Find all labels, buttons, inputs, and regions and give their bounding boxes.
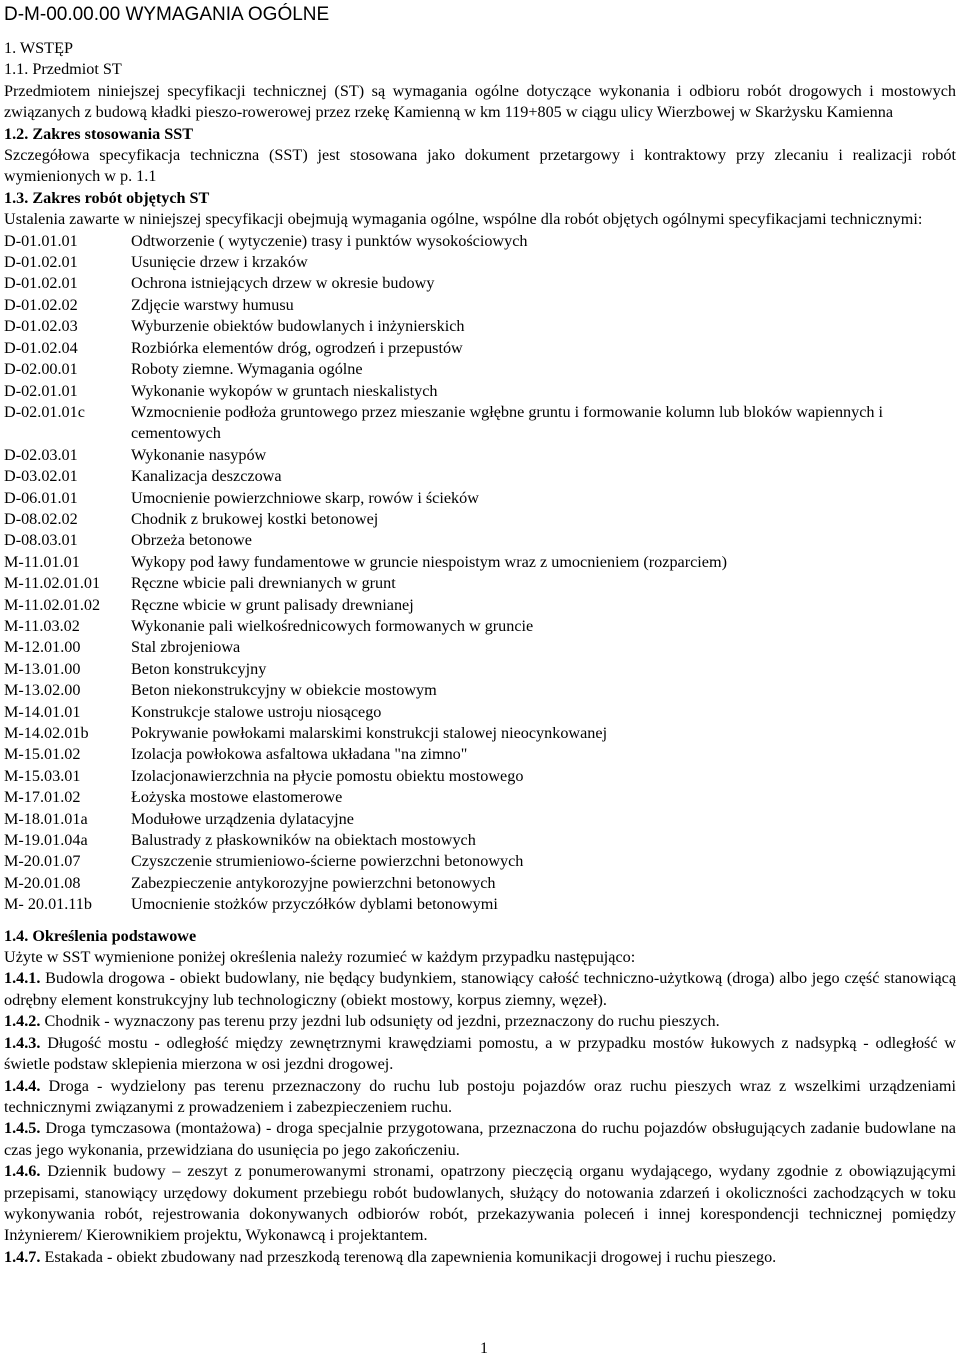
spec-description: Wykonanie pali wielkośrednicowych formowanych w gruncie	[131, 616, 534, 635]
spec-description: Roboty ziemne. Wymagania ogólne	[131, 360, 363, 379]
section-1-4-heading: 1.4. Określenia podstawowe	[4, 926, 197, 945]
definition-number: 1.4.2.	[4, 1012, 41, 1031]
spec-description: Chodnik z brukowej kostki betonowej	[131, 509, 379, 528]
spec-list-item	[4, 680, 956, 701]
spec-code: M-11.02.01.02	[4, 595, 101, 614]
section-1-4-intro: Użyte w SST wymienione poniżej określenia należy rozumieć w każdym przypadku następująco:	[4, 948, 636, 967]
section-1-2-text: Szczegółowa specyfikacja techniczna (SST) jest stosowana jako dokument przetargowy i kontraktowy przy zlecaniu i realizacji robót wymienionych w p. 1.1	[4, 146, 956, 186]
spec-code: M-12.01.00	[4, 638, 81, 657]
spec-list-item	[4, 552, 956, 573]
spec-description: Pokrywanie powłokami malarskimi konstrukcji stalowej nieocynkowanej	[131, 724, 608, 742]
spec-list-item	[4, 809, 956, 830]
section-1-3-heading: 1.3. Zakres robót objętych ST	[4, 188, 210, 207]
spec-description: Wyburzenie obiektów budowlanych i inżynierskich	[131, 317, 465, 336]
spec-description: Beton konstrukcyjny	[131, 659, 267, 678]
section-1-heading: 1. WSTĘP	[4, 39, 73, 57]
definition	[4, 1076, 956, 1119]
spec-description: Zabezpieczenie antykorozyjne powierzchni betonowych	[131, 873, 496, 892]
spec-list-item	[4, 381, 956, 402]
spec-code: M-11.03.02	[4, 616, 80, 635]
spec-description: Stal zbrojeniowa	[131, 638, 241, 657]
definition	[4, 1161, 956, 1247]
spec-code: M-18.01.01a	[4, 809, 88, 828]
spec-list-item	[4, 873, 956, 894]
page-number: 1	[480, 1340, 488, 1357]
section-1-2-heading: 1.2. Zakres stosowania SST	[4, 124, 194, 143]
spec-code: D-02.00.01	[4, 360, 78, 379]
definition	[4, 1118, 956, 1161]
definition-text: Dziennik budowy – zeszyt z ponumerowanymi stronami, opatrzony pieczęcią organu wydającego, wydany zgodnie z obowiązującymi przepisami, stanowiący urzędowy dokument przebiegu robót budowlanych, służący do notowania zdarzeń i okoliczności zachodzących w toku wykonywania robót, rejestrowania dokonywanych odbiorów robót, przekazywania poleceń i innej korespondencji technicznej pomiędzy Inżynierem/ Kierownikiem projektu, Wykonawcą i projektantem.	[4, 1162, 956, 1245]
spec-list-item	[4, 488, 956, 509]
spec-code: M-13.02.00	[4, 681, 81, 700]
spec-list-item	[4, 402, 956, 445]
definition	[4, 968, 956, 1011]
spec-description: Ochrona istniejących drzew w okresie budowy	[131, 274, 435, 293]
spec-list-item	[4, 637, 956, 658]
section-1-3-text: Ustalenia zawarte w niniejszej specyfikacji obejmują wymagania ogólne, wspólne dla robót objętych ogólnymi specyfikacjami technicznymi:	[4, 210, 923, 229]
spec-code: M-11.02.01.01	[4, 574, 101, 593]
spec-code: D-08.02.02	[4, 509, 78, 528]
spec-list-item	[4, 787, 956, 808]
spec-description: Ręczne wbicie w grunt palisady drewnianej	[131, 595, 414, 614]
spec-code: D-01.02.02	[4, 295, 78, 314]
definition-text: Chodnik - wyznaczony pas terenu przy jezdni lub odsunięty od jezdni, przeznaczony do ruchu pieszych.	[44, 1012, 720, 1031]
spec-code: D-03.02.01	[4, 467, 78, 486]
spec-description: Kanalizacja deszczowa	[131, 467, 282, 486]
spec-list-item	[4, 702, 956, 723]
spec-description: Beton niekonstrukcyjny w obiekcie mostowym	[131, 681, 437, 700]
spec-list-item	[4, 659, 956, 680]
spec-code: M-11.01.01	[4, 552, 80, 571]
definition	[4, 1033, 956, 1076]
spec-description: Umocnienie stożków przyczółków dyblami betonowymi	[131, 895, 498, 914]
document-body	[4, 38, 956, 1268]
spec-description: Modułowe urządzenia dylatacyjne	[131, 809, 354, 828]
spec-description: Balustrady z płaskowników na obiektach mostowych	[131, 831, 476, 850]
definition-text: Długość mostu - odległość między zewnętrznymi krawędziami pomostu, a w przypadku mostów łukowych z nadsypką - odległość w świetle podstaw sklepienia mierzona w osi jezdni drogowej.	[4, 1033, 956, 1074]
spec-list-item	[4, 830, 956, 851]
spec-code: M- 20.01.11b	[4, 895, 92, 914]
spec-code: D-01.02.04	[4, 338, 78, 357]
spec-list-item	[4, 744, 956, 765]
spec-list-item	[4, 231, 956, 252]
spec-list-item	[4, 316, 956, 337]
spec-code: M-17.01.02	[4, 788, 81, 807]
definitions-list	[4, 968, 956, 1268]
spec-code: D-02.01.01c	[4, 402, 85, 421]
spec-code: M-14.01.01	[4, 702, 81, 721]
spec-list-item	[4, 252, 956, 273]
spec-list-item	[4, 851, 956, 872]
spec-list-item	[4, 616, 956, 637]
spec-description: Łożyska mostowe elastomerowe	[131, 788, 343, 807]
definition-text: Budowla drogowa - obiekt budowlany, nie będący budynkiem, stanowiący całość techniczno-użytkową (droga) albo jego część stanowiącą odrębny element konstrukcyjny lub technologiczny (obiekt mostowy, korpus ziemny, węzeł).	[4, 969, 957, 1009]
spec-description: Zdjęcie warstwy humusu	[131, 295, 294, 314]
spec-list-item	[4, 573, 956, 594]
spec-code: D-01.01.01	[4, 231, 78, 250]
spec-code: M-19.01.04a	[4, 831, 88, 850]
spec-description: Usunięcie drzew i krzaków	[131, 253, 308, 272]
spec-list-item	[4, 509, 956, 530]
spec-code: M-13.01.00	[4, 659, 81, 678]
spec-list-item	[4, 595, 956, 616]
spec-list-item	[4, 894, 956, 915]
spec-code: M-15.03.01	[4, 766, 81, 785]
definition	[4, 1011, 956, 1032]
spec-code: M-20.01.07	[4, 852, 81, 871]
spec-code: D-01.02.01	[4, 274, 78, 293]
spec-description: Izolacja powłokowa asfaltowa układana "na zimno"	[131, 745, 468, 764]
definition-number: 1.4.4.	[4, 1076, 41, 1095]
spec-code: M-20.01.08	[4, 873, 81, 892]
spec-description: Wzmocnienie podłoża gruntowego przez mieszanie wgłębne gruntu i formowanie kolumn lub bloków wapiennych i cementowych	[131, 402, 884, 443]
spec-description: Izolacjonawierzchnia na płycie pomostu obiektu mostowego	[131, 766, 524, 785]
spec-code: D-02.03.01	[4, 445, 78, 464]
definition-text: Droga tymczasowa (montażowa) - droga specjalnie przygotowana, przeznaczona do ruchu pojazdów obsługujących zadanie budowlane na czas jego wykonania, przewidziana do usunięcia po jego zakończeniu.	[4, 1119, 956, 1159]
spec-code: D-01.02.01	[4, 253, 78, 272]
spec-list-item	[4, 466, 956, 487]
spec-description: Obrzeża betonowe	[131, 531, 252, 550]
spec-code: M-15.01.02	[4, 745, 81, 764]
spec-code: D-01.02.03	[4, 317, 78, 336]
spec-code: D-02.01.01	[4, 381, 78, 400]
definition-number: 1.4.1.	[4, 969, 41, 988]
definition-text: Estakada - obiekt zbudowany nad przeszkodą terenową dla zapewnienia komunikacji drogowej i ruchu pieszego.	[44, 1247, 777, 1266]
spec-description: Odtworzenie ( wytyczenie) trasy i punktów wysokościowych	[131, 231, 528, 250]
section-1-1-text: Przedmiotem niniejszej specyfikacji technicznej (ST) są wymagania ogólne dotyczące wykonania i odbioru robót drogowych i mostowych związanych z budową kładki pieszo-rowerowej przez rzekę Kamienną w km 119+805 w ciągu ulicy Wierzbowej w Skarżysku Kamienna	[4, 81, 956, 122]
spec-description: Czyszczenie strumieniowo-ścierne powierzchni betonowych	[131, 852, 524, 871]
definition-number: 1.4.7.	[4, 1247, 41, 1266]
spec-description: Rozbiórka elementów dróg, ogrodzeń i przepustów	[131, 338, 463, 357]
definition	[4, 1247, 956, 1268]
spec-list-item	[4, 723, 956, 744]
spec-description: Wykopy pod ławy fundamentowe w gruncie niespoistym wraz z umocnieniem (rozparciem)	[131, 552, 727, 571]
spec-list-item	[4, 359, 956, 380]
spec-list-item	[4, 530, 956, 551]
spec-description: Wykonanie nasypów	[131, 445, 267, 464]
spec-description: Konstrukcje stalowe ustroju niosącego	[131, 702, 382, 721]
spec-code: D-08.03.01	[4, 531, 78, 550]
definition-number: 1.4.5.	[4, 1119, 41, 1138]
spec-list	[4, 231, 956, 916]
definition-number: 1.4.3.	[4, 1033, 41, 1052]
spec-list-item	[4, 445, 956, 466]
spec-list-item	[4, 273, 956, 294]
section-1-1-heading: 1.1. Przedmiot ST	[4, 60, 122, 79]
spec-code: M-14.02.01b	[4, 724, 89, 742]
definition-number: 1.4.6.	[4, 1162, 41, 1181]
spec-list-item	[4, 766, 956, 787]
spec-code: D-06.01.01	[4, 488, 78, 507]
spec-description: Umocnienie powierzchniowe skarp, rowów i ścieków	[131, 488, 479, 507]
definition-text: Droga - wydzielony pas terenu przeznaczony do ruchu lub postoju pojazdów oraz ruchu pieszych wraz z wszelkimi urządzeniami technicznymi związanymi z prowadzeniem i zabezpieczeniem ruchu.	[4, 1076, 957, 1116]
spec-description: Ręczne wbicie pali drewnianych w grunt	[131, 574, 396, 593]
spec-list-item	[4, 338, 956, 359]
document-title: D-M-00.00.00 WYMAGANIA OGÓLNE	[4, 4, 330, 25]
spec-list-item	[4, 295, 956, 316]
spec-description: Wykonanie wykopów w gruntach nieskalistych	[131, 381, 438, 400]
